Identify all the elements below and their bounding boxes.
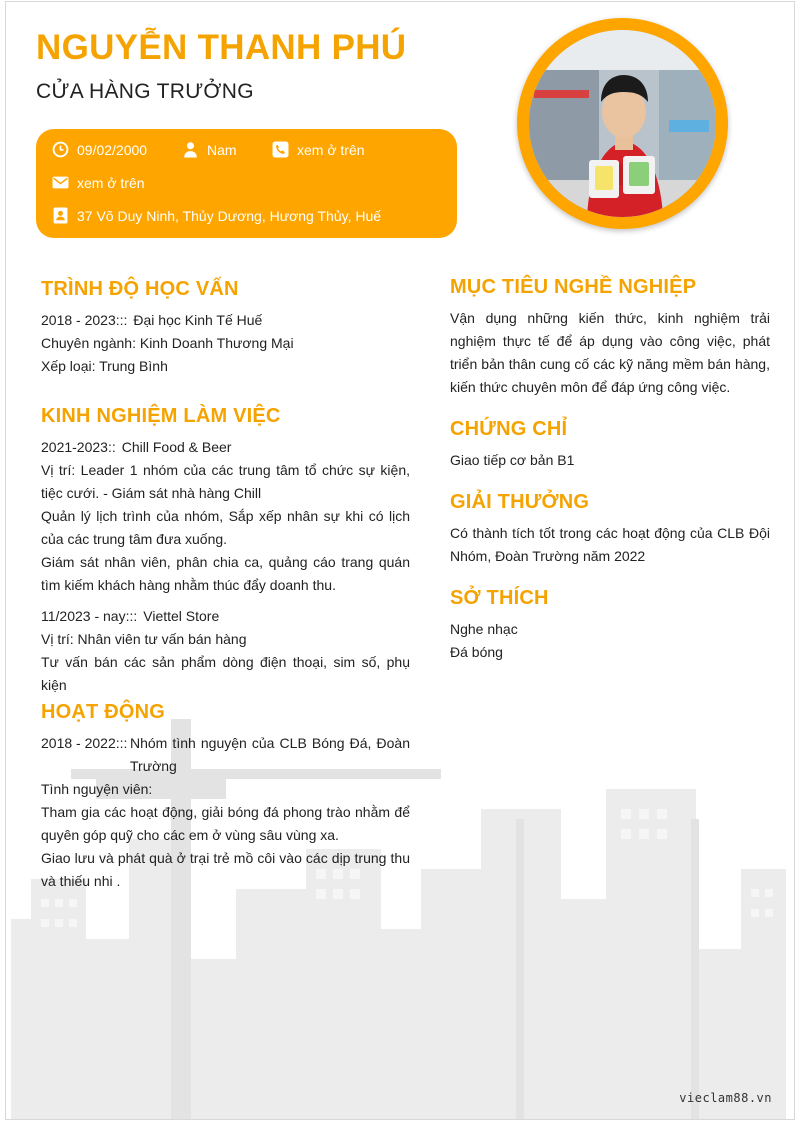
activities-title: HOẠT ĐỘNG	[41, 701, 166, 723]
envelope-icon	[52, 174, 69, 191]
hobbies-list	[450, 618, 770, 664]
activity-period: 2018 - 2022:::	[41, 735, 128, 751]
objective-text: Vận dụng những kiến thức, kinh nghiệm trải nghiệm thực tế để áp dụng vào công việc, phát triển bản thân cung cố các kỹ năng mềm bán hàng, kiến thức chuyên môn để đáp ứng công việc.	[450, 310, 770, 395]
profile-photo	[529, 30, 716, 217]
email-item	[52, 174, 145, 191]
experience-job-2	[41, 605, 410, 697]
job-line: Vị trí: Leader 1 nhóm của các trung tâm tổ chức sự kiện, tiệc cưới. - Giám sát nhà hàng Chill	[41, 462, 410, 501]
job-line: Quản lý lịch trình của nhóm, Sắp xếp nhân sự khi có lịch của các trung tâm đưa xuống.	[41, 508, 410, 547]
cv-page	[5, 1, 795, 1120]
education-title: TRÌNH ĐỘ HỌC VẤN	[41, 278, 239, 300]
phone-value: xem ở trên	[297, 141, 365, 158]
experience-job-1	[41, 436, 410, 597]
activity-line: Tham gia các hoạt động, giải bóng đá phong trào nhằm để quyên góp quỹ cho các em ở vùng sâu vùng xa.	[41, 804, 410, 843]
education-major: Chuyên ngành: Kinh Doanh Thương Mại	[41, 335, 294, 351]
clock-icon	[52, 141, 69, 158]
phone-icon	[272, 141, 289, 158]
certificate-item: Giao tiếp cơ bản B1	[450, 452, 575, 468]
education-period: 2018 - 2023:::	[41, 312, 128, 328]
job-period: 2021-2023::	[41, 439, 116, 455]
awards-title: GIẢI THƯỞNG	[450, 491, 590, 513]
job-line: Vị trí: Nhân viên tư vấn bán hàng	[41, 631, 247, 647]
profile-photo-frame	[517, 18, 728, 229]
activity-org: Nhóm tình nguyện của CLB Bóng Đá, Đoàn Trường	[130, 735, 410, 774]
awards-text: Có thành tích tốt trong các hoạt động của CLB Đội Nhóm, Đoàn Trường năm 2022	[450, 525, 770, 564]
phone-item	[272, 141, 365, 158]
gender-value: Nam	[207, 141, 237, 158]
experience-title: KINH NGHIỆM LÀM VIỆC	[41, 405, 281, 427]
objective-title: MỤC TIÊU NGHỀ NGHIỆP	[450, 276, 697, 298]
email-value: xem ở trên	[77, 174, 145, 191]
hobbies-title: SỞ THÍCH	[450, 587, 549, 609]
certificates-title: CHỨNG CHỈ	[450, 418, 568, 440]
education-school: Đại học Kinh Tế Huế	[133, 312, 263, 328]
address-book-icon	[52, 207, 69, 224]
education-block	[41, 309, 411, 378]
activities-block	[41, 732, 410, 893]
hobby-item: Đá bóng	[450, 644, 503, 660]
hobby-item: Nghe nhạc	[450, 621, 518, 637]
address-item	[52, 207, 381, 224]
job-line: Tư vấn bán các sản phẩm dòng điện thoại, sim số, phụ kiện	[41, 654, 410, 693]
birthday-value: 09/02/2000	[77, 141, 148, 158]
candidate-name: NGUYỄN THANH PHÚ	[36, 28, 407, 67]
education-grade: Xếp loại: Trung Bình	[41, 358, 168, 374]
birthday-item	[52, 141, 147, 158]
certificates-list	[450, 449, 770, 472]
job-period: 11/2023 - nay:::	[41, 608, 138, 624]
user-icon	[182, 141, 199, 158]
job-line: Giám sát nhân viên, phân chia ca, quảng cáo trang quán tìm kiếm khách hàng nhằm thúc đẩy doanh thu.	[41, 554, 410, 593]
job-company: Viettel Store	[143, 608, 220, 624]
candidate-position: CỬA HÀNG TRƯỞNG	[36, 80, 254, 103]
job-company: Chill Food & Beer	[121, 439, 232, 455]
site-watermark: vieclam88.vn	[679, 1091, 772, 1105]
gender-item	[182, 141, 237, 158]
contact-info-box	[36, 129, 457, 238]
activity-line: Giao lưu và phát quà ở trại trẻ mồ côi vào các dịp trung thu và thiếu nhi .	[41, 850, 410, 889]
address-value: 37 Võ Duy Ninh, Thủy Dương, Hương Thủy, Huế	[77, 207, 382, 224]
profile-photo-illustration	[529, 30, 716, 217]
activity-line: Tình nguyện viên:	[41, 781, 153, 797]
